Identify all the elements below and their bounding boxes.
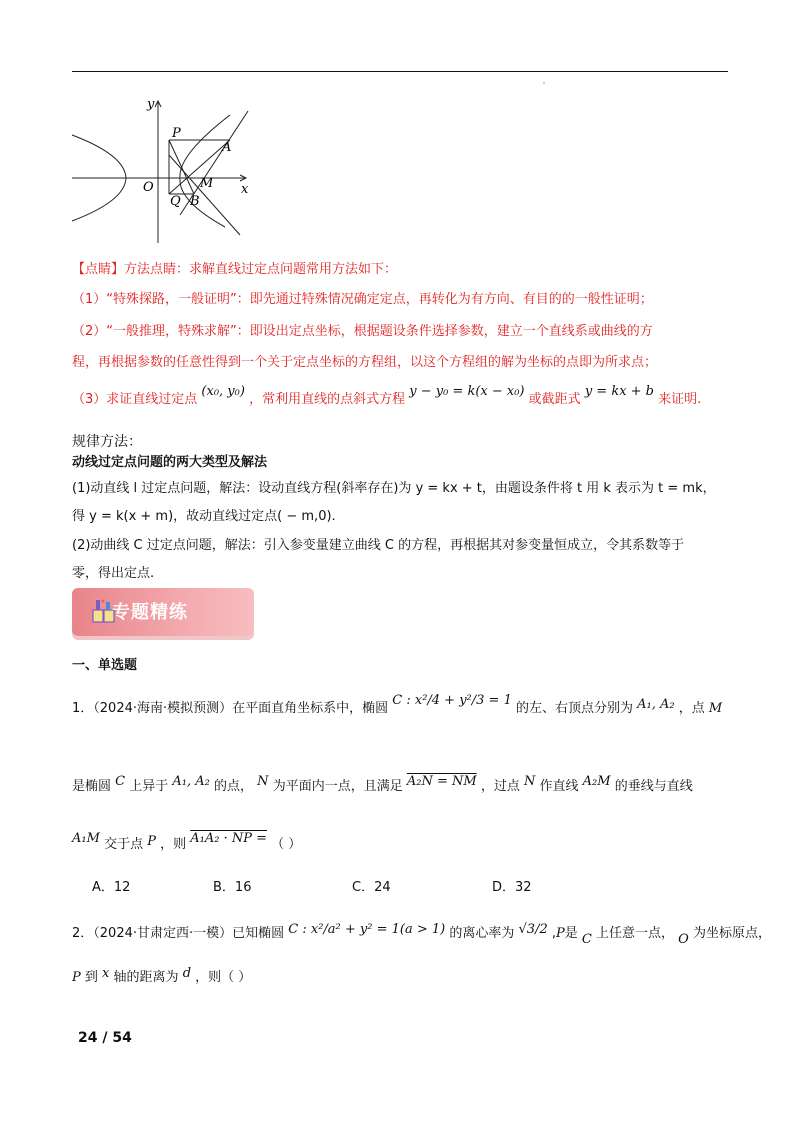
label-a: A [222,140,232,155]
hyperbola-right-branch [180,115,230,227]
label-y: y [147,97,155,112]
label-x: x [241,182,249,197]
item3-mid: ，常利用直线的点斜式方程 [249,392,406,407]
q2-line2-b: 轴的距离为 [113,970,179,985]
q2-line1-pre: 2．（2024·甘肃定西·一模）已知椭圆 [72,926,285,941]
q1-line3-c: （ ） [271,837,302,852]
q1-option-a[interactable]: A．12 [92,880,131,895]
q1-line3-b: ，则 [160,837,187,852]
rules-subheading: 动线过定点问题的两大类型及解法 [72,455,268,470]
dianjing-item2a: （2）“一般推理，特殊求解”：即设出定点坐标，根据题设条件选择参数，建立一个直线系或曲线的方 [72,324,653,339]
q2-x: x [102,966,110,981]
q2-line2-c: ，则（ ） [195,970,252,985]
header-dot [543,82,545,84]
section-title: 一、单选题 [72,658,138,673]
dianjing-item3 [72,384,702,407]
q1-line1-mid: 的左、右顶点分别为 [515,701,633,716]
q1-line2-f: 的垂线与直线 [614,779,693,794]
item3-point: (x₀, y₀) [201,384,245,399]
q1-m: M [708,701,723,716]
q2-d: d [182,966,192,981]
q2-line1-b: , [551,926,557,941]
item3-eq1: y − y₀ = k(x − x₀) [409,384,525,399]
item3-end: 来证明. [658,392,702,407]
q2-p: P [556,926,565,941]
q1-line2-b: 的点， [214,779,254,794]
q1-ellipse: C : x²/4 + y²/3 = 1 [392,693,512,708]
rules-p2a: (2)动曲线 C 过定点问题，解法：引入参变量建立曲线 C 的方程，再根据其对参变量恒成立，令其系数等于 [72,538,685,553]
q1-c: C [115,774,126,789]
q1-a2m: A₂M [582,774,611,789]
rules-p2b: 零，得出定点. [72,566,155,581]
label-o: O [143,180,154,195]
q1-dot-expr: A₁A₂ · NP = [190,831,268,846]
q1-option-b[interactable]: B．16 [213,880,252,895]
q1-line1-pre: 1．（2024·海南·模拟预测）在平面直角坐标系中，椭圆 [72,701,389,716]
label-p: P [172,126,181,141]
q1-line2-a: 上异于 [129,779,169,794]
q1-p: P [147,834,156,849]
q1-vec-eq: A₂N = NM [406,774,477,789]
label-q: Q [170,194,181,209]
q2-o: O [678,932,689,947]
q1-line2-e: 作直线 [539,779,579,794]
q1-n-2: N [523,774,536,789]
label-b: B [190,194,200,209]
rules-p1b: 得 y = k(x + m)，故动直线过定点( − m,0). [72,509,336,524]
dianjing-lead: 【点睛】方法点睛：求解直线过定点问题常用方法如下： [72,262,398,277]
page-number: 24 / 54 [78,1030,132,1046]
q2-line2-a: 到 [84,970,98,985]
q1-line1 [72,693,723,716]
q2-line1-mid: 的离心率为 [449,926,515,941]
q2-line2 [72,966,251,985]
rules-heading: 规律方法： [72,434,142,450]
q2-line1-d: 上任意一点， [596,926,675,941]
q1-line2-d: ，过点 [480,779,520,794]
dianjing-item2b: 程，再根据参数的任意性得到一个关于定点坐标的方程组，以这个方程组的解为坐标的点即为所求点； [72,355,658,370]
q1-line2-pre: 是椭圆 [72,779,112,794]
q1-a1m: A₁M [72,831,100,846]
rules-p1a: (1)动直线 l 过定点问题，解法：设动直线方程(斜率存在)为 y = kx + t，由题设条件将 t 用 k 表示为 t = mk， [72,481,716,496]
q2-line1 [72,922,771,947]
line-pb [169,140,194,194]
banner-title: 专题精练 [112,602,188,623]
q1-option-d[interactable]: D．32 [492,880,532,895]
item3-mid2: 或截距式 [528,392,581,407]
q2-c: C [581,932,592,947]
q1-line2 [72,775,693,794]
q1-n: N [257,774,269,789]
q2-p-2: P [72,970,81,985]
q1-line3-a: 交于点 [104,837,144,852]
q1-line1-end: ，点 [678,701,705,716]
q2-line1-c: 是 [564,926,578,941]
header-rule [72,71,728,72]
dianjing-item1: （1）“特殊探路，一般证明”：即先通过特殊情况确定定点，再转化为有方向、有目的的一般性证明； [72,292,653,307]
label-m: M [200,176,214,191]
q2-ecc: √3/2 [518,922,548,937]
q1-vertices-2: A₁, A₂ [172,774,210,789]
q1-vertices: A₁, A₂ [637,697,675,712]
item3-eq2: y = kx + b [584,384,655,399]
hyperbola-figure [70,95,260,245]
q1-line2-c: 为平面内一点，且满足 [272,779,403,794]
section-banner [72,588,254,636]
item3-pre: （3）求证直线过定点 [72,392,198,407]
q2-line1-e: 为坐标原点， [692,926,771,941]
q1-option-c[interactable]: C．24 [352,880,391,895]
q2-ellipse: C : x²/a² + y² = 1(a > 1) [288,922,446,937]
q1-line3 [72,833,301,852]
